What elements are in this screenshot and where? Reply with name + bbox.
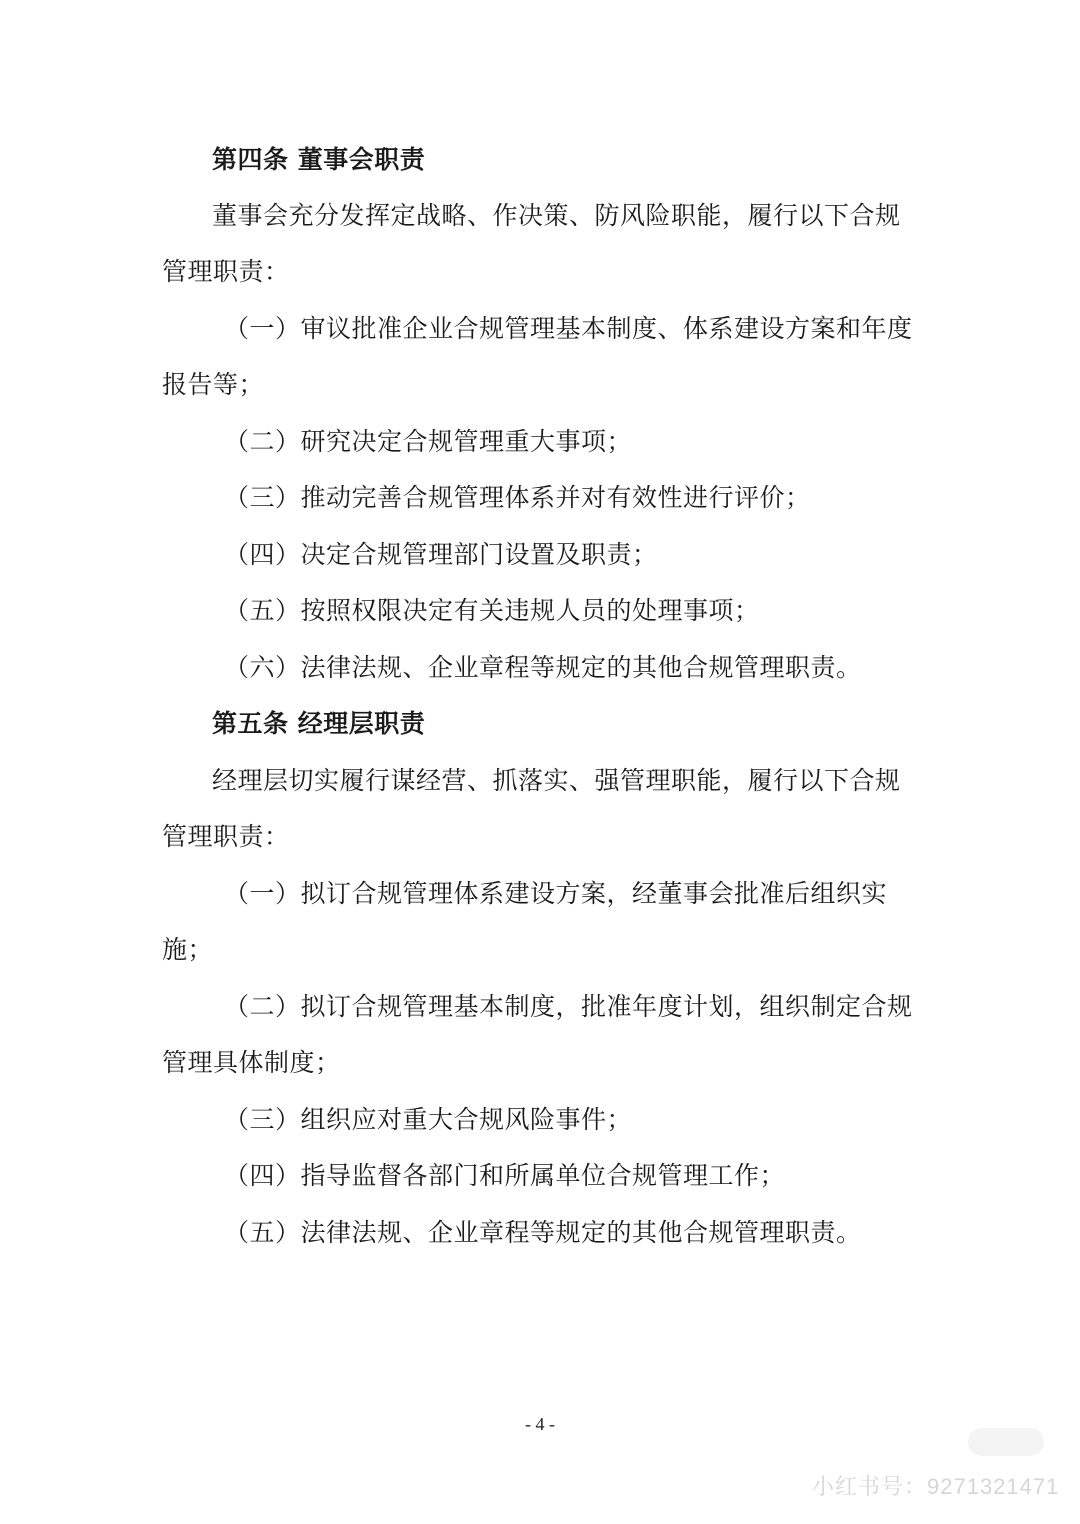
article5-intro-line2: 管理职责： bbox=[162, 822, 290, 851]
watermark-logo-icon bbox=[968, 1428, 1044, 1456]
article5-heading: 第五条 经理层职责 bbox=[212, 709, 426, 738]
article5-item2-line1: （二）拟订合规管理基本制度，批准年度计划，组织制定合规 bbox=[224, 992, 913, 1021]
article5-item4: （四）指导监督各部门和所属单位合规管理工作； bbox=[224, 1161, 786, 1190]
page-number: - 4 - bbox=[525, 1414, 555, 1434]
article4-intro-line1: 董事会充分发挥定战略、作决策、防风险职能，履行以下合规 bbox=[212, 201, 901, 230]
article4-item5: （五）按照权限决定有关违规人员的处理事项； bbox=[224, 596, 760, 625]
article4-intro-line2: 管理职责： bbox=[162, 257, 290, 286]
article4-item1-line1: （一）审议批准企业合规管理基本制度、体系建设方案和年度 bbox=[224, 314, 913, 343]
article5-item3: （三）组织应对重大合规风险事件； bbox=[224, 1105, 633, 1134]
article5-item1-line1: （一）拟订合规管理体系建设方案，经董事会批准后组织实 bbox=[224, 879, 888, 908]
article5-item2-line2: 管理具体制度； bbox=[162, 1048, 341, 1077]
article4-heading: 第四条 董事会职责 bbox=[212, 145, 426, 174]
article4-item2: （二）研究决定合规管理重大事项； bbox=[224, 427, 633, 456]
article5-item1-line2: 施； bbox=[162, 935, 214, 964]
article4-item6: （六）法律法规、企业章程等规定的其他合规管理职责。 bbox=[224, 653, 862, 682]
article4-item1-line2: 报告等； bbox=[162, 370, 265, 399]
article5-item5: （五）法律法规、企业章程等规定的其他合规管理职责。 bbox=[224, 1218, 862, 1247]
article5-intro-line1: 经理层切实履行谋经营、抓落实、强管理职能，履行以下合规 bbox=[212, 766, 901, 795]
watermark-text: 小红书号：9271321471 bbox=[812, 1474, 1060, 1499]
article4-item3: （三）推动完善合规管理体系并对有效性进行评价； bbox=[224, 483, 811, 512]
article4-item4: （四）决定合规管理部门设置及职责； bbox=[224, 540, 658, 569]
